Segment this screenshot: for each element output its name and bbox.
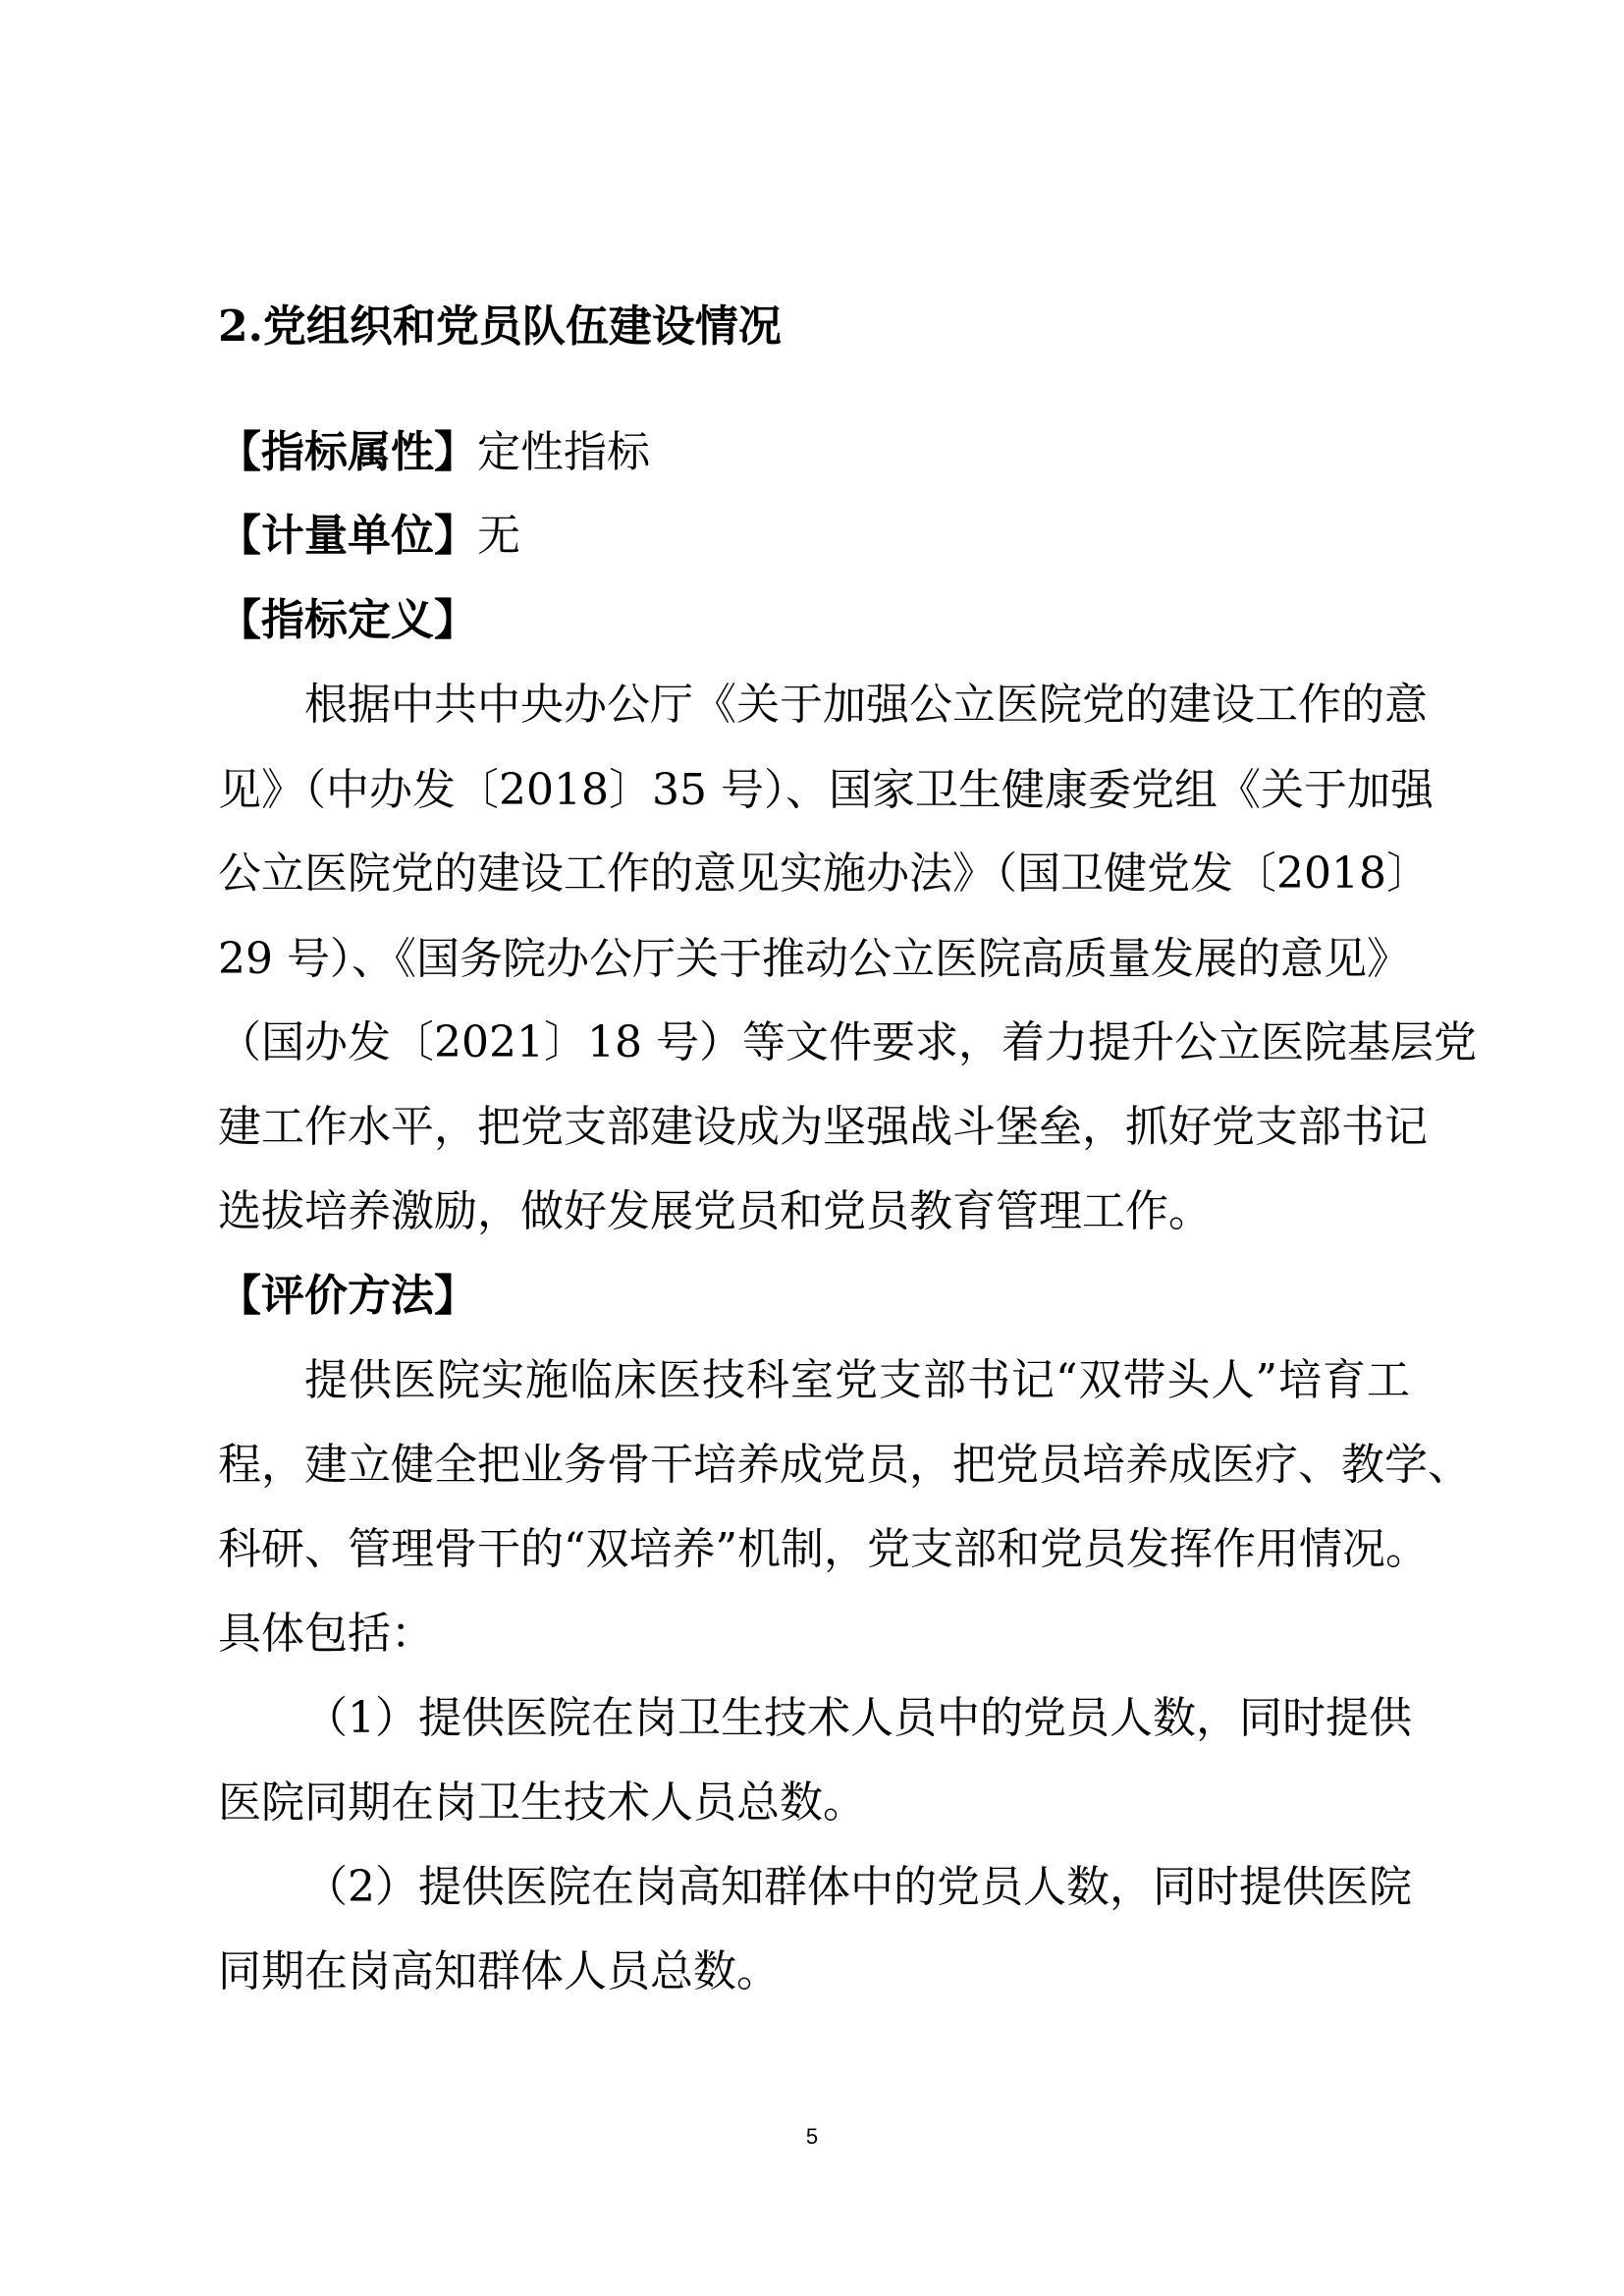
definition-line: 公立医院党的建设工作的意见实施办法》（国卫健党发〔2018〕 bbox=[218, 848, 1430, 899]
evaluation-method-row bbox=[218, 1269, 477, 1324]
definition-line: （国办发〔2021〕18 号）等文件要求，着力提升公立医院基层党 bbox=[218, 1017, 1477, 1067]
method-line: 科研、管理骨干的“双培养”机制，党支部和党员发挥作用情况。 bbox=[218, 1524, 1429, 1574]
method-line: 程，建立健全把业务骨干培养成党员，把党员培养成医疗、教学、 bbox=[218, 1440, 1471, 1490]
item-line: 医院同期在岗卫生技术人员总数。 bbox=[218, 1777, 866, 1828]
measurement-unit-row bbox=[218, 509, 520, 564]
definition-line: 根据中共中央办公厅《关于加强公立医院党的建设工作的意 bbox=[304, 680, 1428, 730]
evaluation-method-label: 【评价方法】 bbox=[218, 1271, 477, 1321]
definition-line: 见》（中办发〔2018〕35 号）、国家卫生健康委党组《关于加强 bbox=[218, 765, 1434, 815]
method-line: 提供医院实施临床医技科室党支部书记“双带头人”培育工 bbox=[304, 1355, 1410, 1405]
definition-line: 建工作水平，把党支部建设成为坚强战斗堡垒，抓好党支部书记 bbox=[218, 1102, 1428, 1152]
item-line: 同期在岗高知群体人员总数。 bbox=[218, 1946, 780, 1996]
measurement-unit-value: 无 bbox=[477, 511, 520, 561]
page-number: 5 bbox=[805, 2124, 819, 2149]
section-heading: 2.党组织和党员队伍建设情况 bbox=[218, 301, 782, 352]
indicator-definition-row bbox=[218, 593, 477, 648]
indicator-definition-label: 【指标定义】 bbox=[218, 595, 477, 645]
item-line: （1）提供医院在岗卫生技术人员中的党员人数，同时提供 bbox=[304, 1693, 1412, 1743]
indicator-attribute-row bbox=[218, 425, 650, 480]
definition-line: 29 号）、《国务院办公厅关于推动公立医院高质量发展的意见》 bbox=[218, 934, 1410, 984]
definition-line: 选拔培养激励，做好发展党员和党员教育管理工作。 bbox=[218, 1186, 1212, 1236]
item-line: （2）提供医院在岗高知群体中的党员人数，同时提供医院 bbox=[304, 1862, 1412, 1912]
method-line: 具体包括： bbox=[218, 1609, 434, 1659]
indicator-attribute-value: 定性指标 bbox=[477, 427, 650, 477]
measurement-unit-label: 【计量单位】 bbox=[218, 511, 477, 561]
indicator-attribute-label: 【指标属性】 bbox=[218, 427, 477, 477]
